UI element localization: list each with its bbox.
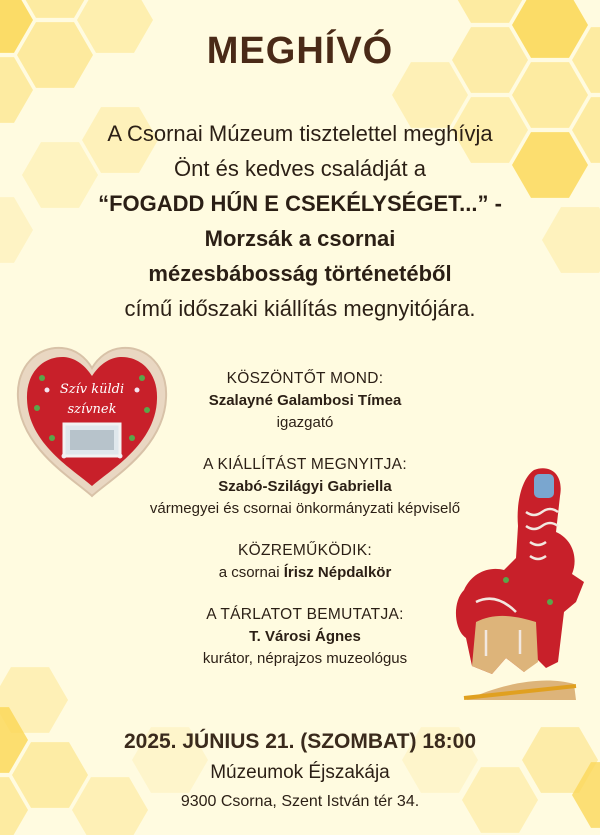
exhibition-subtitle-2: mézesbábosság történetéből bbox=[148, 261, 452, 286]
role-performers bbox=[140, 540, 470, 584]
role-name: T. Városi Ágnes bbox=[249, 628, 361, 645]
role-name: Szabó-Szilágyi Gabriella bbox=[218, 478, 392, 495]
role-greeting bbox=[140, 368, 470, 434]
role-name: Írisz Népdalkör bbox=[283, 564, 392, 581]
intro-line-1: A Csornai Múzeum tisztelettel meghívja bbox=[107, 121, 493, 146]
role-desc: vármegyei és csornai önkormányzati képviselő bbox=[149, 500, 461, 517]
role-heading: A TÁRLATOT BEMUTATJA: bbox=[206, 606, 404, 623]
role-heading: KÖZREMŰKÖDIK: bbox=[238, 542, 372, 559]
heart-text-line1: Szív küldi bbox=[59, 382, 125, 397]
role-opening bbox=[140, 454, 470, 520]
heart-text-line2: szívnek bbox=[67, 402, 117, 417]
invitation-text bbox=[0, 116, 600, 326]
role-prefix: a csornai bbox=[218, 564, 284, 581]
intro-line-6: című időszaki kiállítás megnyitójára. bbox=[124, 296, 476, 321]
exhibition-title: “FOGADD HŰN E CSEKÉLYSÉGET...” - bbox=[98, 191, 502, 216]
event-name: Múzeumok Éjszakája bbox=[210, 762, 390, 783]
role-name: Szalayné Galambosi Tímea bbox=[208, 392, 402, 409]
event-date: 2025. JÚNIUS 21. (SZOMBAT) 18:00 bbox=[123, 730, 477, 753]
role-presenter bbox=[140, 604, 470, 670]
exhibition-subtitle-1: Morzsák a csornai bbox=[204, 226, 396, 251]
event-address: 9300 Csorna, Szent István tér 34. bbox=[180, 793, 420, 810]
role-heading: A KIÁLLÍTÁST MEGNYITJA: bbox=[203, 456, 407, 473]
role-heading: KÖSZÖNTŐT MOND: bbox=[226, 370, 384, 387]
role-desc: igazgató bbox=[276, 414, 334, 431]
intro-line-2: Önt és kedves családját a bbox=[174, 156, 426, 181]
role-line bbox=[140, 562, 470, 584]
invitation-title: MEGHÍVÓ bbox=[206, 30, 394, 72]
program-roles bbox=[140, 368, 470, 670]
role-desc: kurátor, néprajzos muzeológus bbox=[202, 650, 408, 667]
